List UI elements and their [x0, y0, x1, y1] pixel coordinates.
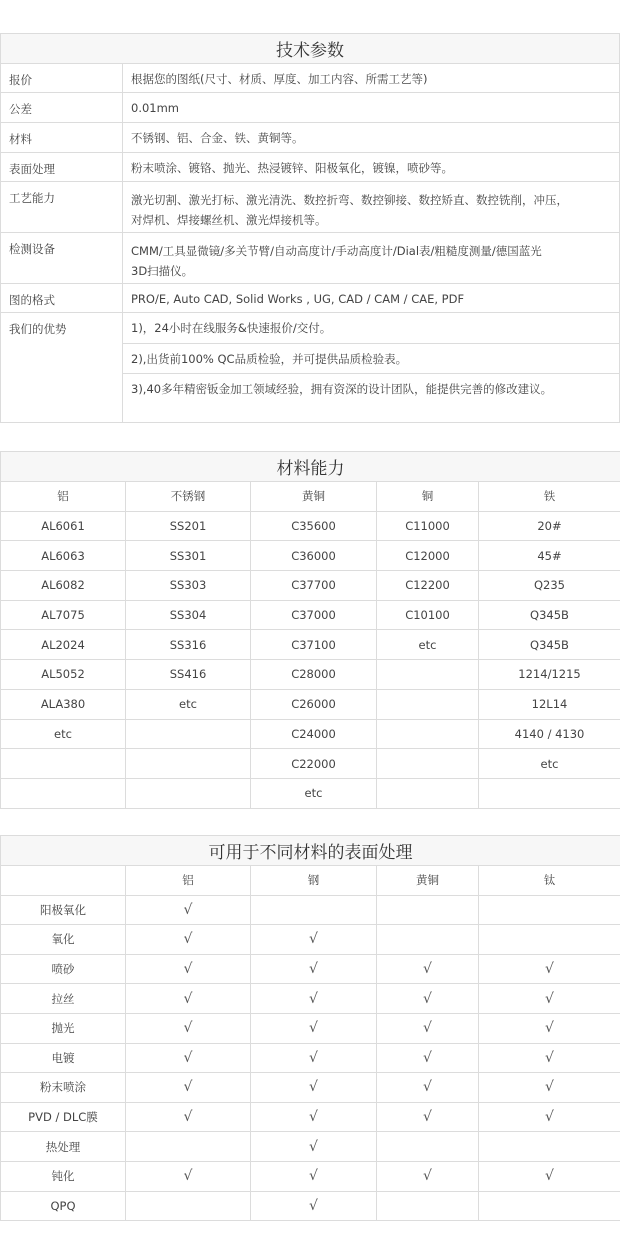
material-cell: C36000: [251, 541, 377, 571]
spec-row-advantages: [1, 313, 620, 423]
check-mark-icon: √: [251, 984, 377, 1014]
empty-cell: [377, 1191, 479, 1221]
table-row: [1, 984, 620, 1014]
spec-title: 技术参数: [1, 34, 620, 64]
check-mark-icon: √: [377, 1043, 479, 1073]
materials-header-cell: 黄铜: [251, 482, 377, 512]
materials-table: [0, 451, 620, 809]
table-row: [1, 749, 620, 779]
spec-label: 检测设备: [1, 233, 123, 284]
surface-header-row: [1, 866, 620, 896]
materials-header-cell: 铜: [377, 482, 479, 512]
spec-value: [123, 182, 620, 233]
material-cell: C37000: [251, 600, 377, 630]
surface-treatment-name: 钝化: [1, 1161, 126, 1191]
spec-value: 根据您的图纸(尺寸、材质、厚度、加工内容、所需工艺等): [123, 64, 620, 93]
material-cell: AL5052: [1, 660, 126, 690]
material-cell: C12200: [377, 571, 479, 601]
table-row: [1, 1191, 620, 1221]
table-row: [1, 895, 620, 925]
spec-value: PRO/E, Auto CAD, Solid Works , UG, CAD / CAM / CAE, PDF: [123, 284, 620, 313]
spec-table: [0, 33, 620, 423]
advantage-item: 3),40多年精密钣金加工领域经验，拥有资深的设计团队，能提供完善的修改建议。: [131, 382, 553, 396]
material-cell: etc: [1, 719, 126, 749]
table-row: [1, 925, 620, 955]
material-cell: C26000: [251, 689, 377, 719]
check-mark-icon: √: [126, 1043, 251, 1073]
material-cell: AL6082: [1, 571, 126, 601]
material-cell: C24000: [251, 719, 377, 749]
material-cell: 4140 / 4130: [479, 719, 620, 749]
advantage-item: 2),出货前100% QC品质检验，并可提供品质检验表。: [123, 344, 619, 374]
material-cell: 45#: [479, 541, 620, 571]
table-row: [1, 719, 620, 749]
empty-cell: [126, 1191, 251, 1221]
empty-cell: [126, 1132, 251, 1162]
spec-label: 报价: [1, 64, 123, 93]
surface-treatment-name: QPQ: [1, 1191, 126, 1221]
table-row: [1, 1013, 620, 1043]
empty-cell: [377, 1132, 479, 1162]
check-mark-icon: √: [126, 1161, 251, 1191]
material-cell: etc: [251, 778, 377, 808]
spec-row-surface: [1, 153, 620, 182]
material-cell: ALA380: [1, 689, 126, 719]
material-cell: [479, 778, 620, 808]
spec-row-format: [1, 284, 620, 313]
material-cell: [377, 689, 479, 719]
material-cell: C35600: [251, 511, 377, 541]
materials-header-cell: 铁: [479, 482, 620, 512]
surface-treatment-name: 抛光: [1, 1013, 126, 1043]
table-row: [1, 1073, 620, 1103]
check-mark-icon: √: [251, 1073, 377, 1103]
spec-row-quote: [1, 64, 620, 93]
material-cell: 20#: [479, 511, 620, 541]
spec-value-line: 激光切割、激光打标、激光清洗、数控折弯、数控铆接、数控矫直、数控铣削，冲压，: [131, 193, 568, 207]
check-mark-icon: √: [377, 1013, 479, 1043]
material-cell: [126, 778, 251, 808]
check-mark-icon: √: [126, 895, 251, 925]
check-mark-icon: √: [126, 1073, 251, 1103]
material-cell: etc: [126, 689, 251, 719]
table-row: [1, 1102, 620, 1132]
spec-value: [123, 313, 620, 423]
surface-treatment-name: 热处理: [1, 1132, 126, 1162]
material-cell: [126, 749, 251, 779]
spec-value: [123, 233, 620, 284]
material-cell: [377, 749, 479, 779]
empty-cell: [479, 1132, 620, 1162]
surface-treatment-name: 粉末喷涂: [1, 1073, 126, 1103]
check-mark-icon: √: [126, 1102, 251, 1132]
empty-cell: [251, 895, 377, 925]
spec-label: 工艺能力: [1, 182, 123, 233]
material-cell: C12000: [377, 541, 479, 571]
material-cell: 1214/1215: [479, 660, 620, 690]
check-mark-icon: √: [479, 984, 620, 1014]
material-cell: SS304: [126, 600, 251, 630]
check-mark-icon: √: [377, 1102, 479, 1132]
materials-header-cell: 铝: [1, 482, 126, 512]
check-mark-icon: √: [251, 1043, 377, 1073]
spec-row-material: [1, 123, 620, 153]
material-cell: Q345B: [479, 630, 620, 660]
surface-header-cell: 铝: [126, 866, 251, 896]
spec-label: 图的格式: [1, 284, 123, 313]
material-cell: C11000: [377, 511, 479, 541]
materials-title: 材料能力: [1, 452, 620, 482]
spec-value: 粉末喷涂、镀铬、抛光、热浸镀锌、阳极氧化，镀镍，喷砂等。: [123, 153, 620, 182]
check-mark-icon: √: [377, 984, 479, 1014]
spec-value-line: 对焊机、焊接螺丝机、激光焊接机等。: [131, 213, 327, 227]
material-cell: [1, 749, 126, 779]
table-row: [1, 1161, 620, 1191]
check-mark-icon: √: [479, 954, 620, 984]
table-row: [1, 1132, 620, 1162]
check-mark-icon: √: [126, 984, 251, 1014]
surface-title: 可用于不同材料的表面处理: [1, 836, 620, 866]
material-cell: C37100: [251, 630, 377, 660]
table-row: [1, 511, 620, 541]
material-cell: Q345B: [479, 600, 620, 630]
materials-header-cell: 不锈钢: [126, 482, 251, 512]
surface-treatment-name: 电镀: [1, 1043, 126, 1073]
surface-treatment-name: 阳极氧化: [1, 895, 126, 925]
spec-label: 公差: [1, 93, 123, 123]
check-mark-icon: √: [251, 1191, 377, 1221]
empty-cell: [377, 925, 479, 955]
material-cell: 12L14: [479, 689, 620, 719]
check-mark-icon: √: [479, 1161, 620, 1191]
check-mark-icon: √: [126, 1013, 251, 1043]
surface-header-cell: 黄铜: [377, 866, 479, 896]
check-mark-icon: √: [251, 1013, 377, 1043]
spec-value-line: CMM/工具显微镜/多关节臂/自动高度计/手动高度计/Dial表/粗糙度测量/德国蓝光: [131, 244, 542, 258]
material-cell: [377, 719, 479, 749]
advantage-item: 1)，24小时在线服务&快速报价/交付。: [123, 313, 619, 344]
material-cell: AL6061: [1, 511, 126, 541]
table-row: [1, 954, 620, 984]
material-cell: SS201: [126, 511, 251, 541]
check-mark-icon: √: [126, 954, 251, 984]
check-mark-icon: √: [126, 925, 251, 955]
check-mark-icon: √: [251, 1161, 377, 1191]
table-row: [1, 571, 620, 601]
check-mark-icon: √: [251, 954, 377, 984]
check-mark-icon: √: [377, 1161, 479, 1191]
empty-cell: [479, 1191, 620, 1221]
check-mark-icon: √: [251, 1132, 377, 1162]
spec-value: 不锈钢、铝、合金、铁、黄铜等。: [123, 123, 620, 153]
check-mark-icon: √: [251, 1102, 377, 1132]
check-mark-icon: √: [479, 1043, 620, 1073]
materials-header-row: [1, 482, 620, 512]
surface-treatment-name: PVD / DLC膜: [1, 1102, 126, 1132]
spec-row-tolerance: [1, 93, 620, 123]
table-row: [1, 660, 620, 690]
spec-row-process: [1, 182, 620, 233]
check-mark-icon: √: [251, 925, 377, 955]
surface-header-cell: 钛: [479, 866, 620, 896]
material-cell: C28000: [251, 660, 377, 690]
surface-treatment-name: 喷砂: [1, 954, 126, 984]
material-cell: [377, 778, 479, 808]
spec-row-inspection: [1, 233, 620, 284]
table-row: [1, 1043, 620, 1073]
spec-value-line: 3D扫描仪。: [131, 264, 194, 278]
material-cell: [377, 660, 479, 690]
material-cell: [126, 719, 251, 749]
table-row: [1, 778, 620, 808]
material-cell: SS301: [126, 541, 251, 571]
table-row: [1, 689, 620, 719]
check-mark-icon: √: [377, 954, 479, 984]
check-mark-icon: √: [479, 1013, 620, 1043]
check-mark-icon: √: [377, 1073, 479, 1103]
spec-label: 表面处理: [1, 153, 123, 182]
empty-cell: [479, 925, 620, 955]
material-cell: etc: [479, 749, 620, 779]
table-row: [1, 630, 620, 660]
table-row: [1, 600, 620, 630]
material-cell: AL6063: [1, 541, 126, 571]
material-cell: SS316: [126, 630, 251, 660]
material-cell: AL2024: [1, 630, 126, 660]
check-mark-icon: √: [479, 1102, 620, 1132]
material-cell: C10100: [377, 600, 479, 630]
spec-label: 我们的优势: [1, 313, 123, 423]
spec-label: 材料: [1, 123, 123, 153]
check-mark-icon: √: [479, 1073, 620, 1103]
material-cell: [1, 778, 126, 808]
material-cell: SS303: [126, 571, 251, 601]
surface-treatment-name: 氧化: [1, 925, 126, 955]
surface-header-cell: 钢: [251, 866, 377, 896]
material-cell: SS416: [126, 660, 251, 690]
table-row: [1, 541, 620, 571]
material-cell: C37700: [251, 571, 377, 601]
material-cell: etc: [377, 630, 479, 660]
surface-treatment-name: 拉丝: [1, 984, 126, 1014]
material-cell: C22000: [251, 749, 377, 779]
empty-cell: [479, 895, 620, 925]
empty-cell: [377, 895, 479, 925]
spec-value: 0.01mm: [123, 93, 620, 123]
surface-header-cell: [1, 866, 126, 896]
surface-table: [0, 835, 620, 1221]
material-cell: Q235: [479, 571, 620, 601]
material-cell: AL7075: [1, 600, 126, 630]
